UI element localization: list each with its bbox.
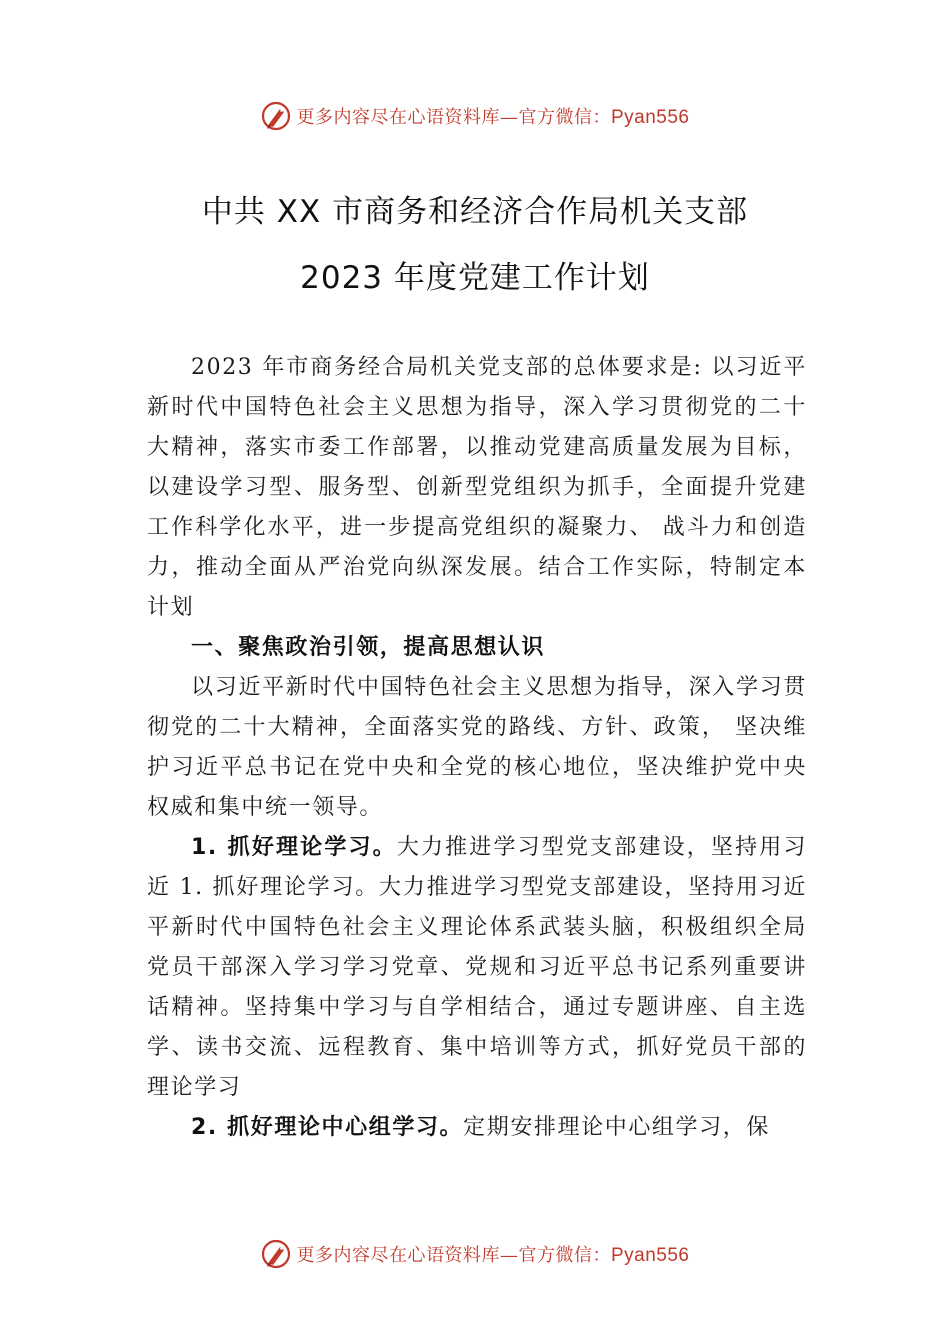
banner-text [296,103,689,129]
document-body [147,348,807,1148]
document-title-line-2: 2023 年度党建工作计划 [300,260,650,296]
item-1-lead: 1. 抓好理论学习。 [191,835,397,860]
fountain-pen-logo-icon [260,1238,292,1270]
banner-text [296,1241,689,1267]
item-2-text: 定期安排理论中心组学习，保 [463,1115,770,1140]
item-1-paragraph [147,828,807,1108]
intro-paragraph: 2023 年市商务经合局机关党支部的总体要求是: 以习近平新时代中国特色社会主义思想为指导，深入学习贯彻党的二十大精神，落实市委工作部署，以推动党建高质量发展为目标，以建设学习型、服务型、创新型党组织为抓手，全面提升党建工作科学化水平，进一步提高党组织的凝聚力、 战斗力和创造力，推动全面从严治党向纵深发展。结合工作实际，特制定本计划 [147,355,807,620]
banner-wechat-id: Pyan556 [610,107,690,128]
banner-slogan: 更多内容尽在心语资料库—官方微信： [296,1245,611,1266]
banner-slogan: 更多内容尽在心语资料库—官方微信： [296,107,611,128]
section-1-paragraph: 以习近平新时代中国特色社会主义思想为指导，深入学习贯彻党的二十大精神，全面落实党的路线、方针、政策， 坚决维护习近平总书记在党中央和全党的核心地位，坚决维护党中央权威和集中统一领导。 [147,675,807,820]
document-title-line-1: 中共 XX 市商务和经济合作局机关支部 [201,194,749,230]
header-banner [0,96,950,136]
fountain-pen-logo-icon [260,100,292,132]
item-2-paragraph [147,1108,807,1148]
footer-banner [0,1234,950,1274]
section-1-heading: 一、聚焦政治引领，提高思想认识 [191,635,546,660]
item-1-text: 大力推进学习型党支部建设，坚持用习近 1. 抓好理论学习。大力推进学习型党支部建设，坚持用习近平新时代中国特色社会主义理论体系武装头脑，积极组织全局党员干部深入学习学习党章、党规和习近平总书记系列重要讲话精神。坚持集中学习与自学相结合，通过专题讲座、自主选学、读书交流、远程教育、集中培训等方式，抓好党员干部的理论学习 [147,835,808,1100]
item-2-lead: 2. 抓好理论中心组学习。 [191,1115,464,1140]
banner-wechat-id: Pyan556 [610,1245,690,1266]
